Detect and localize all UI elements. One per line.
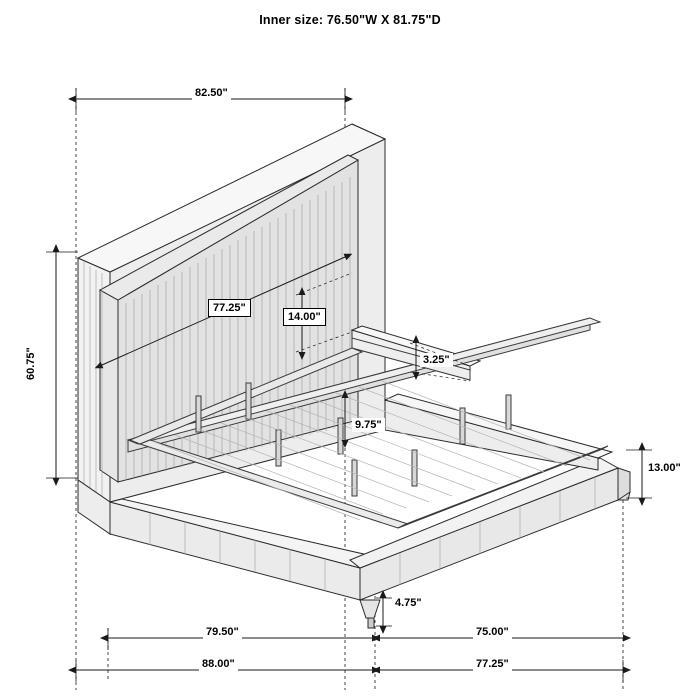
dim-label-headboard-inner-width: 77.25" bbox=[208, 299, 251, 317]
dim-label-inner-depth: 79.50" bbox=[203, 625, 242, 639]
dim-label-overall-depth: 88.00" bbox=[199, 657, 238, 671]
dim-label-rail-thickness: 3.25" bbox=[420, 353, 453, 367]
dim-label-side-rail-height: 13.00" bbox=[645, 461, 684, 475]
dim-label-headboard-width: 82.50" bbox=[192, 86, 231, 100]
dim-label-footboard-height: 14.00" bbox=[283, 308, 326, 326]
dim-label-inner-width-bottom: 75.00" bbox=[473, 625, 512, 639]
dim-label-slat-clearance: 9.75" bbox=[352, 418, 385, 432]
page-title: Inner size: 76.50"W X 81.75"D bbox=[259, 13, 441, 27]
dim-label-foot-leg-height: 4.75" bbox=[392, 596, 425, 610]
dim-label-overall-height: 60.75" bbox=[24, 344, 38, 383]
dim-label-overall-width-bottom: 77.25" bbox=[473, 657, 512, 671]
